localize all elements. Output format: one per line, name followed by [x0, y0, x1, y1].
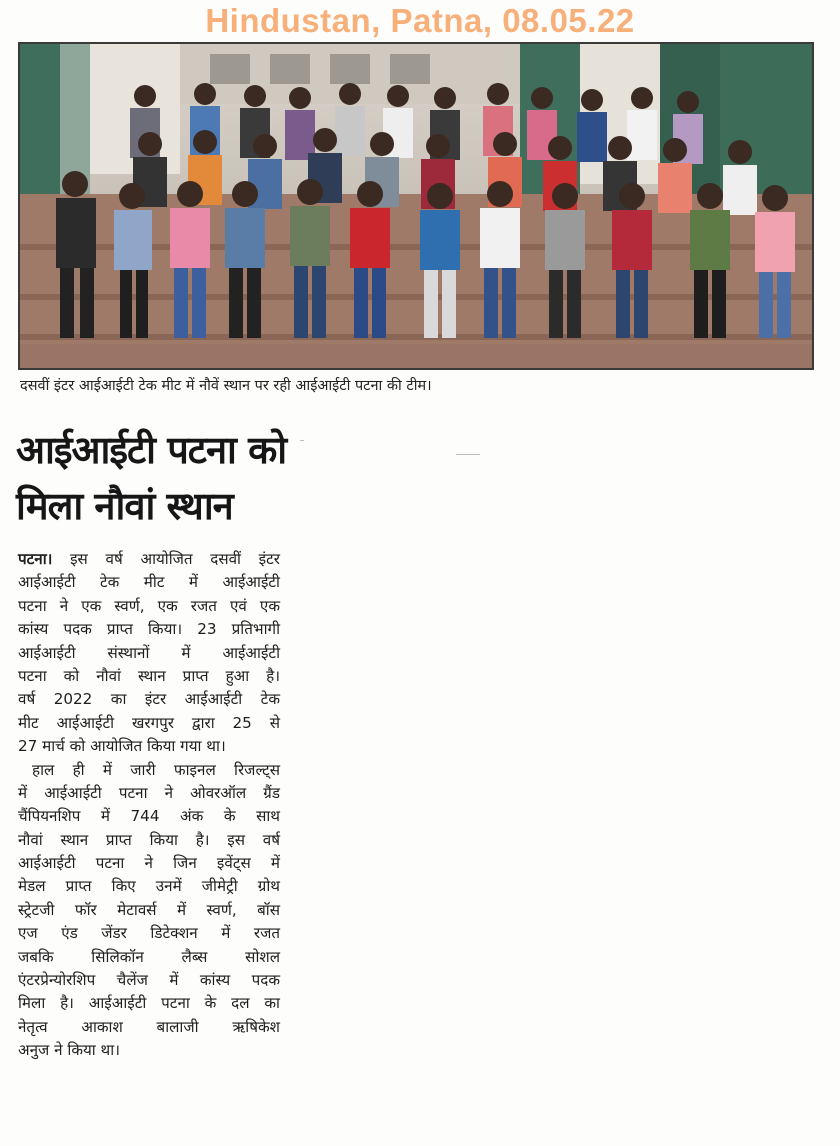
- headline-line-1: आईआईटी पटना को: [16, 428, 287, 472]
- article-line: नौवां स्थान प्राप्त किया है। इस वर्ष: [18, 830, 280, 849]
- team-group-photo: [18, 42, 814, 370]
- article-line: चैंपियनशिप में 744 अंक के साथ: [18, 807, 280, 826]
- photo-caption: दसवीं इंटर आईआईटी टेक मीट में नौवें स्थान पर रही आईआईटी पटना की टीम।: [20, 378, 432, 394]
- group-photo-icon: [20, 44, 812, 368]
- article-line: जबकि सिलिकॉन लैब्स सोशल: [18, 947, 280, 966]
- article-line: आईआईटी पटना ने जिन इवेंट्स में: [18, 854, 280, 873]
- article-line: पटना ने एक स्वर्ण, एक रजत एवं एक: [18, 596, 280, 615]
- paper-speck: [456, 454, 480, 455]
- article-line: एंटरप्रेन्योरशिप चैलेंज में कांस्य पदक: [18, 971, 280, 990]
- article-line: नेतृत्व आकाश बालाजी ऋषिकेश: [18, 1017, 280, 1036]
- paper-speck: [300, 440, 304, 441]
- article-line: हाल ही में जारी फाइनल रिजल्ट्स: [32, 760, 280, 779]
- article-headline: [16, 422, 296, 534]
- article-line: 27 मार्च को आयोजित किया गया था।: [18, 737, 226, 756]
- article-line: आईआईटी संस्थानों में आईआईटी: [18, 643, 280, 662]
- article-line: वर्ष 2022 का इंटर आईआईटी टेक: [18, 690, 280, 709]
- article-line: मीट आईआईटी खरगपुर द्वारा 25 से: [18, 713, 280, 732]
- article-line: आईआईटी टेक मीट में आईआईटी: [18, 573, 280, 592]
- article-line: में आईआईटी पटना ने ओवरऑल ग्रैंड: [18, 783, 280, 802]
- article-line: पटना को नौवां स्थान प्राप्त हुआ है।: [18, 666, 280, 685]
- article-line: कांस्य पदक प्राप्त किया। 23 प्रतिभागी: [18, 620, 280, 639]
- article-line: स्ट्रेटजी फॉर मेटावर्स में स्वर्ण, बॉस: [18, 900, 280, 919]
- masthead-source-date: Hindustan, Patna, 08.05.22: [205, 2, 635, 39]
- article-line: अनुज ने किया था।: [18, 1041, 120, 1060]
- article-body: [18, 548, 280, 1063]
- article-line: मिला है। आईआईटी पटना के दल का: [18, 994, 280, 1013]
- headline-line-2: मिला नौवां स्थान: [16, 484, 233, 528]
- article-line: एज एंड जेंडर डिटेक्शन में रजत: [18, 924, 280, 943]
- article-line: पटना। इस वर्ष आयोजित दसवीं इंटर: [18, 550, 280, 568]
- dateline: पटना।: [18, 550, 53, 568]
- article-line: मेडल प्राप्त किए उनमें जीमेट्री ग्रोथ: [18, 877, 280, 896]
